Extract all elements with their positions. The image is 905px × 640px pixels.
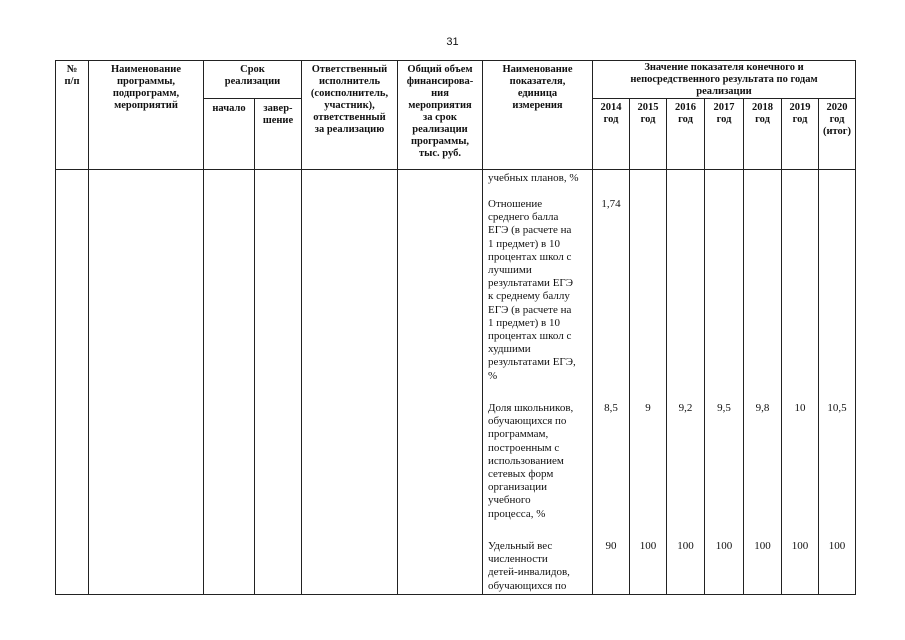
row-value: 100: [791, 540, 809, 552]
header-num: № п/п: [64, 64, 80, 87]
row-value: 8,5: [604, 402, 618, 414]
row-indicator: учебных планов, %: [488, 172, 579, 184]
header-funding: Общий объем финансирова- ния мероприятия за срок реализации программы, тыс. руб.: [406, 64, 474, 159]
header-year-2018: 2018 год: [752, 102, 773, 125]
header-start: начало: [212, 103, 246, 114]
row-value: 90: [605, 540, 617, 552]
header-year-2017: 2017 год: [713, 102, 735, 125]
row-value: 9,8: [755, 402, 770, 414]
header-year-2019: 2019 год: [789, 102, 811, 125]
header-executor: Ответственный исполнитель (соисполнитель, участник), ответственный за реализацию: [310, 64, 389, 135]
row-value: 100: [828, 540, 846, 552]
row-value: 100: [639, 540, 657, 552]
header-end: завер- шение: [262, 103, 294, 126]
row-value: 100: [754, 540, 771, 552]
row-indicator: Удельный вес численности детей-инвалидов, обучающихся по: [488, 540, 570, 592]
row-value: 10: [794, 402, 806, 414]
row-indicator: Доля школьников, обучающихся по программам, построенным с использованием сетевых форм организации учебного процесса, %: [488, 402, 574, 520]
header-year-2016: 2016 год: [675, 102, 696, 125]
header-program: Наименование программы, подпрограмм, мероприятий: [111, 64, 181, 111]
header-values: Значение показателя конечного и непосредственного результата по годам реализации: [630, 62, 818, 97]
header-year-2014: 2014 год: [600, 102, 622, 125]
row-value: 100: [677, 540, 694, 552]
page-number: 31: [446, 36, 459, 48]
row-value: 9: [645, 402, 651, 414]
row-value: 9,2: [678, 402, 693, 414]
header-year-2020: 2020 год (итог): [822, 102, 852, 137]
row-indicator: Отношение среднего балла ЕГЭ (в расчете на 1 предмет) в 10 процентах школ с лучшими результатами ЕГЭ к среднему баллу ЕГЭ (в расчете на 1 предмет) в 10 процентах школ с худшими результатами ЕГЭ, %: [488, 198, 576, 382]
row-value: 1,74: [601, 198, 621, 210]
header-year-2015: 2015 год: [637, 102, 659, 125]
header-indicator: Наименование показателя, единица измерения: [502, 64, 573, 111]
header-period: Срок реализации: [224, 64, 281, 87]
row-value: 100: [715, 540, 733, 552]
row-value: 10,5: [827, 402, 847, 414]
row-value: 9,5: [717, 402, 731, 414]
